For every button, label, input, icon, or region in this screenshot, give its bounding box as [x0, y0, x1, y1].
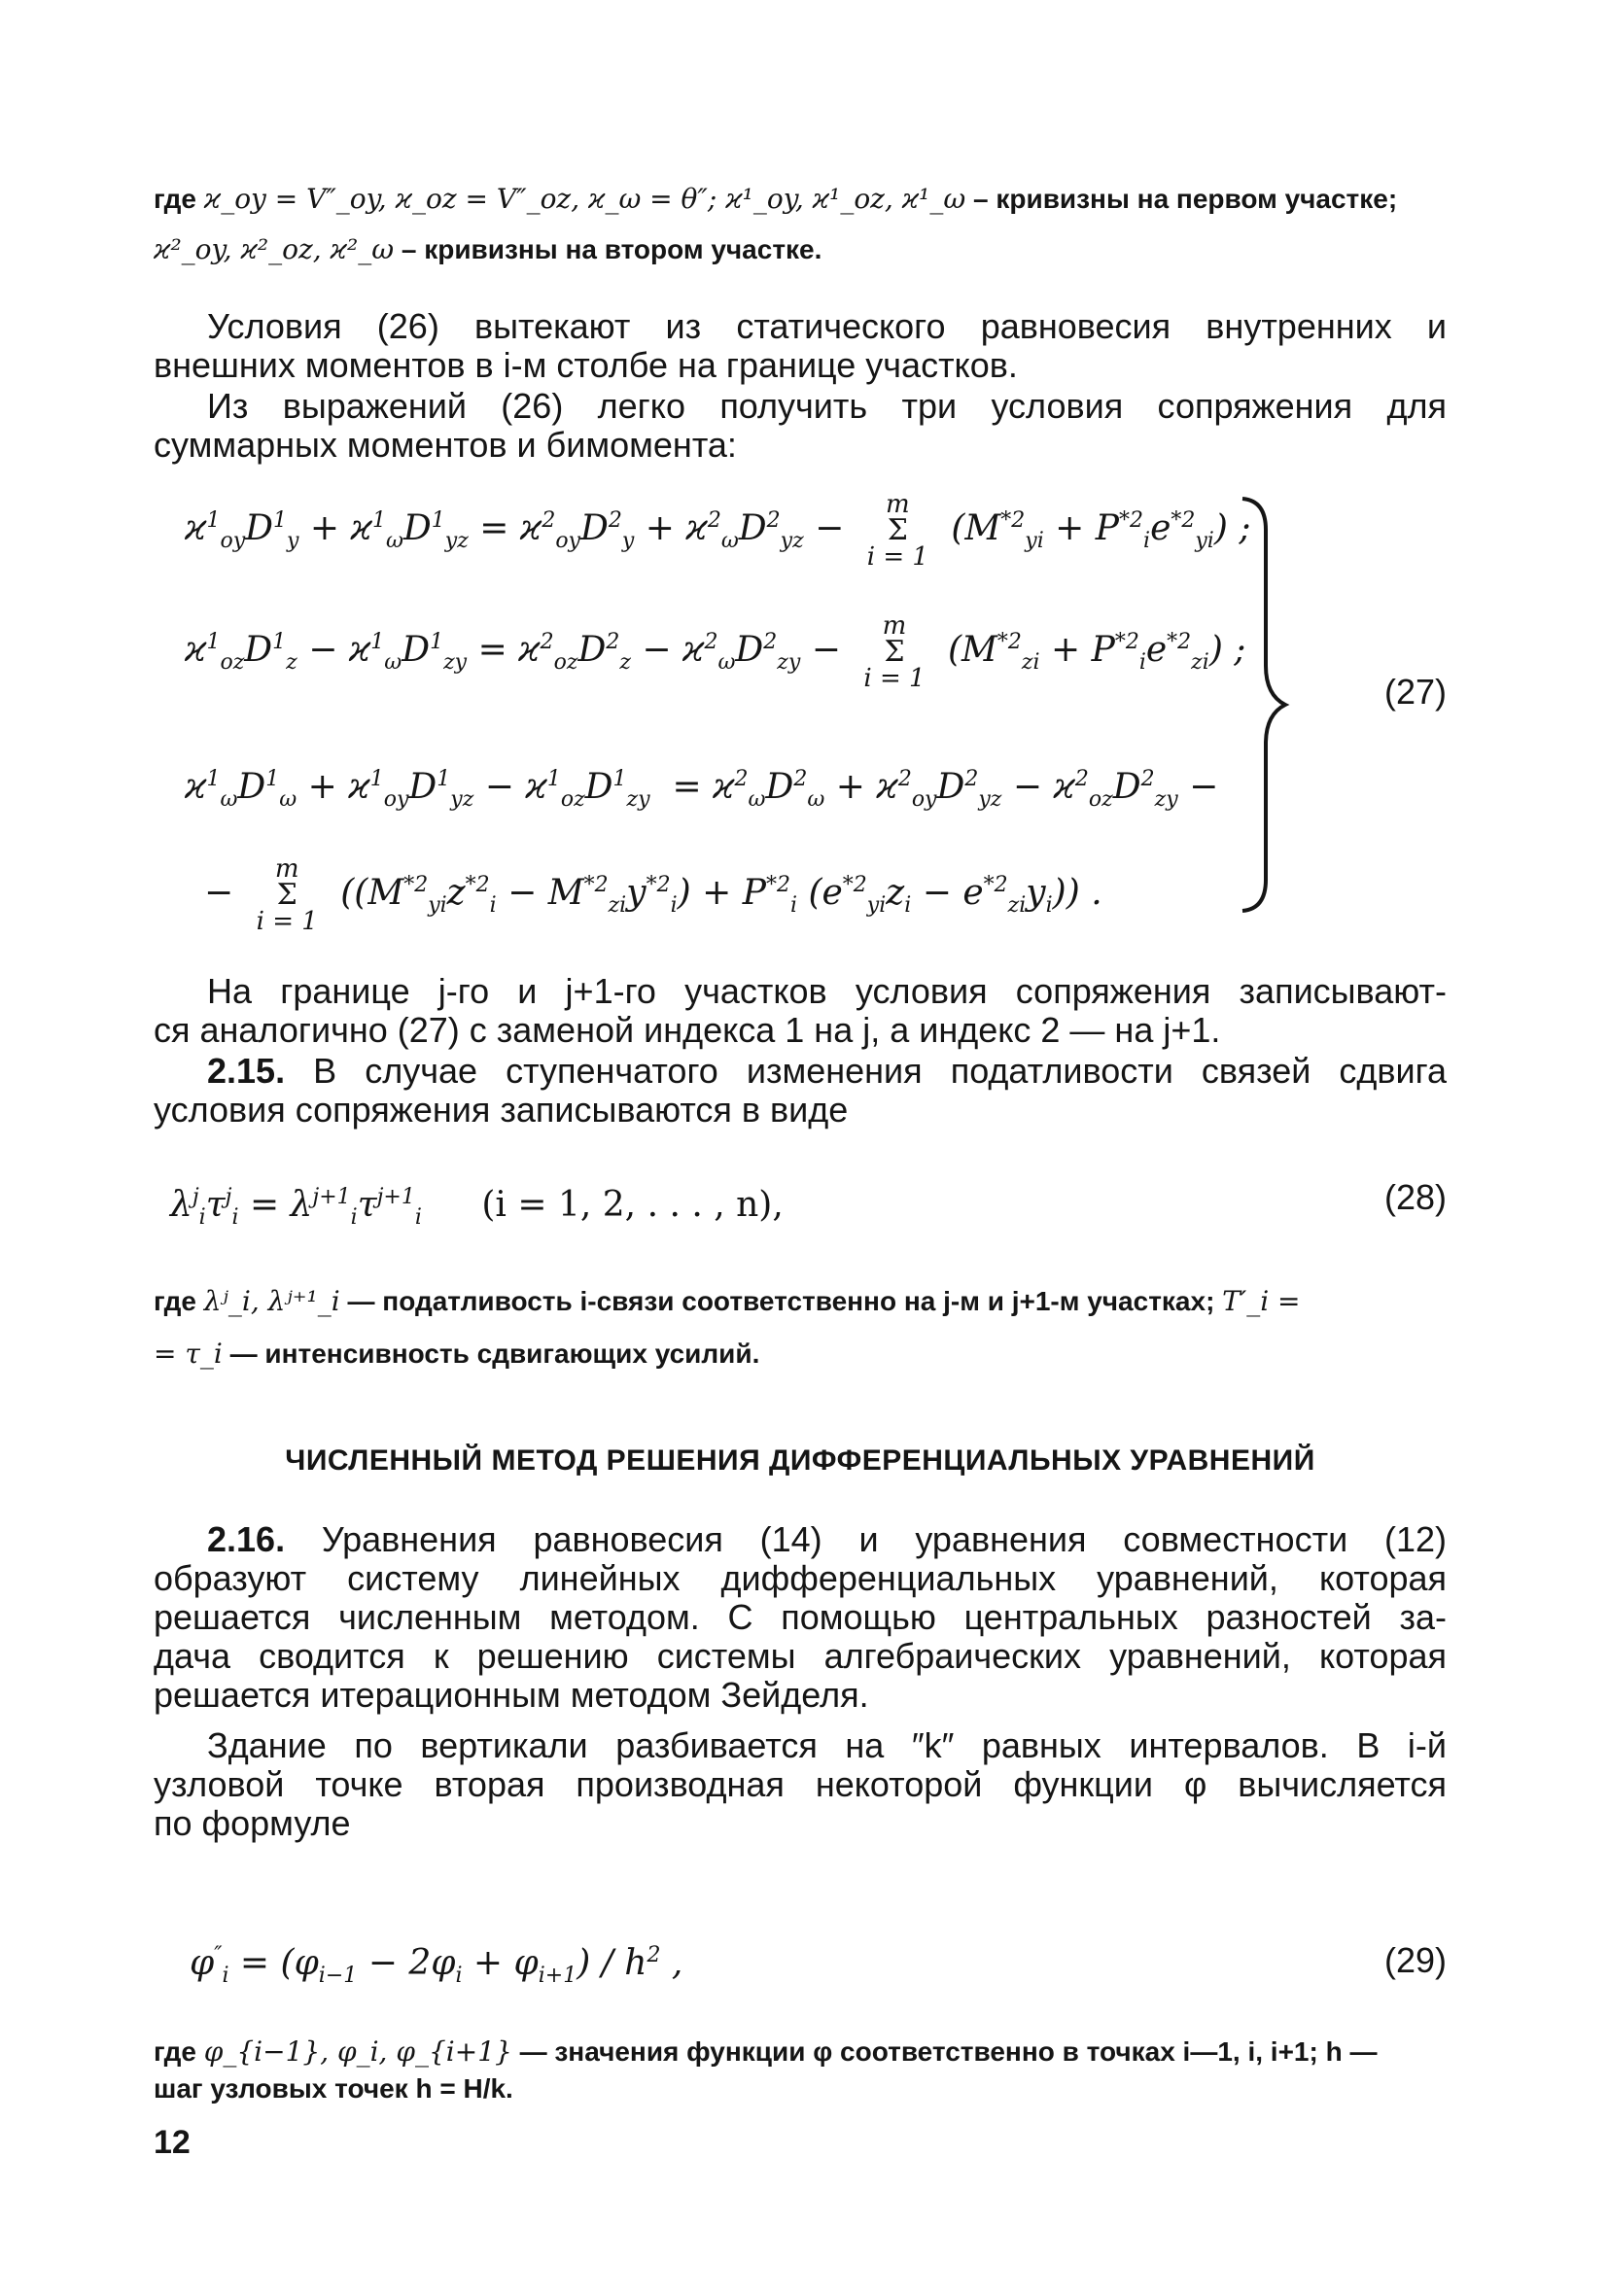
- equation-27-row-2: $ϰ^1_{oz}D^1_z - ϰ^1_\omega D^1_{zy} = ϰ^2_{oz}D^2_z - ϰ^2_\omega D^2_{zy}$ − m Σ i = 1 $(M^{*2}_{zi} + P^{*2}_ie^{*2}_{zi})$ ;: [185, 611, 1246, 693]
- compliance-note-line-1: где λʲ_i, λʲ⁺¹_i — податливость i-связи соответственно на j-м и j+1-м участках; T′_i =: [154, 1285, 1301, 1317]
- paragraph-line: Условия (26) вытекают из статического равновесия внутренних и: [207, 306, 1447, 346]
- paragraph-line: дача сводится к решению системы алгебраических уравнений, которая: [154, 1636, 1447, 1676]
- curvature-definitions: ϰ_oy = V″_oy, ϰ_oz = V″_oz, ϰ_ω = θ″; ϰ¹_oy, ϰ¹_oz, ϰ¹_ω: [203, 183, 966, 215]
- paragraph-line: ся аналогично (27) с заменой индекса 1 на j, а индекс 2 — на j+1.: [154, 1010, 1221, 1050]
- summation-symbol: m Σ i = 1: [863, 611, 926, 693]
- paragraph-line: решается численным методом. С помощью центральных разностей за-: [154, 1597, 1447, 1637]
- paragraph-line: На границе j-го и j+1-го участков условия сопряжения записывают-: [207, 971, 1447, 1011]
- equation-number: (29): [1383, 1940, 1447, 1980]
- equation-28-range: (i = 1, 2, . . . , n),: [481, 1185, 784, 1225]
- difference-note-line-1: где φ_{i−1}, φ_i, φ_{i+1} — значения функции φ соответственно в точках i—1, i, i+1; h —: [154, 2035, 1378, 2068]
- page-number: 12: [154, 2124, 191, 2161]
- equation-number: (28): [1383, 1177, 1447, 1217]
- difference-note-line-2: шаг узловых точек h = H/k.: [154, 2073, 513, 2104]
- paragraph-line: образуют систему линейных дифференциальных уравнений, которая: [154, 1558, 1447, 1598]
- equation-27-row-4: − m Σ i = 1 ($(M^{*2}_{yi}z^{*2}_i - M^{*2}_{zi}y^{*2}_i) + P^{*2}_i$ $(e^{*2}_{yi}z_i - e^{*2}_{zi}y_i)$) .: [204, 854, 1102, 936]
- paragraph-line: узловой точке вторая производная некоторой функции φ вычисляется: [154, 1764, 1447, 1804]
- paragraph-line: условия сопряжения записываются в виде: [154, 1090, 849, 1130]
- paragraph-line: суммарных моментов и бимомента:: [154, 425, 737, 465]
- equation-29: $\varphi''_i = (\varphi_{i-1} - 2\varphi_i + \varphi_{i+1}) / h^2$ ,: [190, 1943, 683, 1989]
- section-number: 2.16.: [207, 1519, 286, 1559]
- paragraph-line: по формуле: [154, 1803, 351, 1843]
- paragraph-line: Из выражений (26) легко получить три условия сопряжения для: [207, 386, 1447, 426]
- curvature-note-line-2: ϰ²_oy, ϰ²_oz, ϰ²_ω – кривизны на втором участке.: [154, 233, 822, 265]
- equation-number: (27): [1383, 672, 1447, 712]
- paragraph-line: 2.15. В случае ступенчатого изменения податливости связей сдвига: [207, 1051, 1447, 1091]
- section-heading: ЧИСЛЕННЫЙ МЕТОД РЕШЕНИЯ ДИФФЕРЕНЦИАЛЬНЫХ УРАВНЕНИЙ: [285, 1444, 1315, 1477]
- paragraph-line: 2.16. Уравнения равновесия (14) и уравнения совместности (12): [207, 1519, 1447, 1559]
- compliance-note-line-2: = τ_i — интенсивность сдвигающих усилий.: [154, 1338, 760, 1370]
- curvature-note-line-1: где ϰ_oy = V″_oy, ϰ_oz = V″_oz, ϰ_ω = θ″; ϰ¹_oy, ϰ¹_oz, ϰ¹_ω – кривизны на первом участке;: [154, 183, 1398, 215]
- paragraph-line: решается итерационным методом Зейделя.: [154, 1675, 869, 1715]
- summation-symbol: m Σ i = 1: [866, 490, 928, 572]
- equation-28: $\lambda^j_i\tau^j_i = \lambda^{j+1}_i\tau^{j+1}_i$ (i = 1, 2, . . . , n),: [170, 1185, 784, 1231]
- right-brace-icon: [1235, 491, 1293, 919]
- section-number: 2.15.: [207, 1051, 286, 1091]
- summation-symbol: m Σ i = 1: [256, 854, 318, 936]
- paragraph-line: Здание по вертикали разбивается на ″k″ равных интервалов. В i-й: [207, 1725, 1447, 1765]
- equation-27-row-1: $ϰ^1_{oy}D^1_y + ϰ^1_\omega D^1_{yz} = ϰ^2_{oy}D^2_y + ϰ^2_\omega D^2_{yz}$ − m Σ i = 1 $(M^{*2}_{yi} + P^{*2}_ie^{*2}_{yi})$ ;: [185, 490, 1251, 572]
- paragraph-line: внешних моментов в i-м столбе на границе участков.: [154, 345, 1018, 385]
- equation-27-row-3: $ϰ^1_\omega D^1_\omega + ϰ^1_{oy}D^1_{yz} - ϰ^1_{oz}D^1_{zy} = ϰ^2_\omega D^2_\omega + ϰ^2_{oy}D^2_{yz} - ϰ^2_{oz}D^2_{zy}$ −: [185, 767, 1219, 813]
